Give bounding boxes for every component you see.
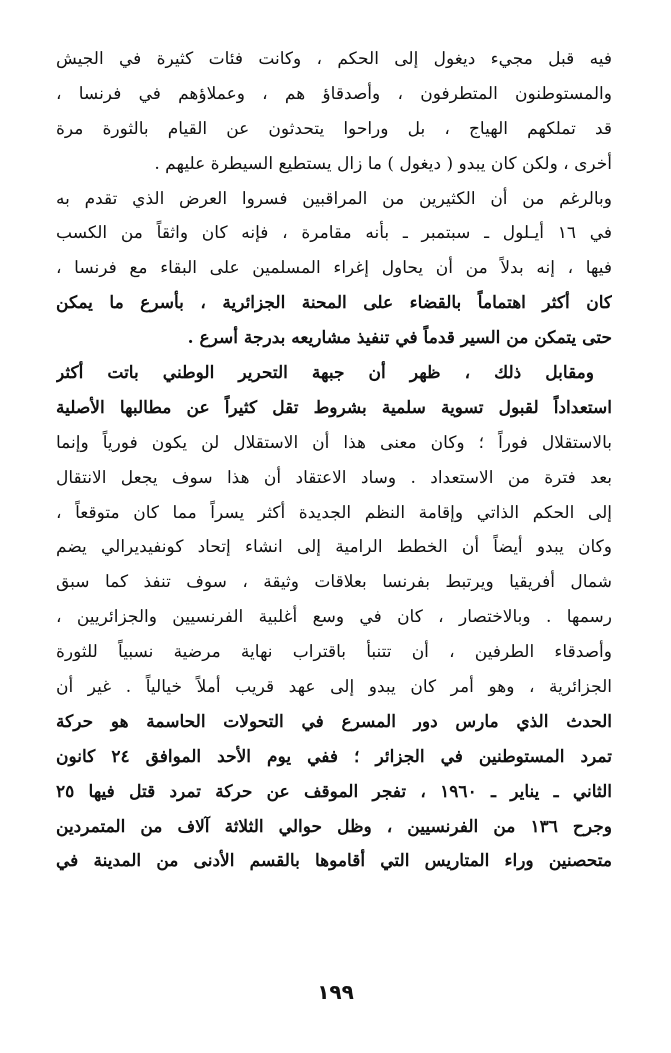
text-line: الثاني ـ يناير ـ ١٩٦٠ ، تفجر الموقف عن حركة تمرد قتل فيها ٢٥ <box>56 781 612 802</box>
text-line: وبالرغم من أن الكثيرين من المراقبين فسروا العرض الذي تقدم به <box>56 188 612 209</box>
text-line: أخرى ، ولكن كان يبدو ( ديغول ) ما زال يستطيع السيطرة عليهم . <box>154 153 612 174</box>
text-line: بالاستقلال فوراً ؛ وكان معنى هذا أن الاستقلال لن يكون فورياً وإنما <box>56 432 612 453</box>
text-line: وجرح ١٣٦ من الفرنسيين ، وظل حوالي الثلاثة آلاف من المتمردين <box>56 816 612 837</box>
text-line: الجزائرية ، وهو أمر كان يبدو إلى عهد قريب أملاً خيالياً . غير أن <box>56 677 612 698</box>
text-line: إلى الحكم الذاتي وإقامة النظم الجديدة أكثر يسراً مما كان متوقعاً ، <box>56 502 612 523</box>
text-line: حتى يتمكن من السير قدماً في تنفيذ مشاريعه بدرجة أسرع . <box>187 328 612 349</box>
text-line: ومقابل ذلك ، ظهر أن جبهة التحرير الوطني باتت أكثر <box>56 363 594 384</box>
text-line: رسمها . وبالاختصار ، كان في وسع أغلبية الفرنسيين والجزائريين ، <box>56 607 612 628</box>
text-line: شمال أفريقيا ويرتبط بفرنسا بعلاقات وثيقة ، سوف تنفذ كما سبق <box>56 572 612 593</box>
body-text <box>56 42 612 879</box>
text-line: كان أكثر اهتماماً بالقضاء على المحنة الجزائرية ، بأسرع ما يمكن <box>56 293 612 314</box>
text-line: وكان يبدو أيضاً أن الخطط الرامية إلى انشاء إتحاد كونفيديرالي يضم <box>56 537 612 558</box>
text-line: بعد فترة من الاستعداد . وساد الاعتقاد أن هذا سوف يجعل الانتقال <box>56 467 612 488</box>
text-line: قد تملكهم الهياج ، بل وراحوا يتحدثون عن القيام بالثورة مرة <box>56 118 612 139</box>
text-line: والمستوطنون المتطرفون ، وأصدقاؤ هم ، وعملاؤهم في فرنسا ، <box>56 83 612 104</box>
text-line: استعداداً لقبول تسوية سلمية بشروط تقل كثيراً عن مطالبها الأصلية <box>56 397 612 418</box>
text-line: وأصدقاء الطرفين ، أن تتنبأ باقتراب نهاية مرضية نسبياً للثورة <box>56 642 612 663</box>
text-line: في ١٦ أيـلول ـ سبتمبر ـ بأنه مقامرة ، فإنه كان واثقاً من الكسب <box>56 223 612 244</box>
page-number: ١٩٩ <box>317 980 354 1004</box>
text-line: فيها ، إنه بدلاً من أن يحاول إغراء المسلمين على البقاء مع فرنسا ، <box>56 258 612 279</box>
text-line: متحصنين وراء المتاريس التي أقاموها بالقسم الأدنى من المدينة في <box>56 851 612 872</box>
text-line: فيه قبل مجيء ديغول إلى الحكم ، وكانت فئات كثيرة في الجيش <box>56 49 612 69</box>
text-line: تمرد المستوطنين في الجزائر ؛ ففي يوم الأحد الموافق ٢٤ كانون <box>56 746 612 767</box>
text-line: الحدث الذي مارس دور المسرع في التحولات الحاسمة هو حركة <box>56 711 612 732</box>
